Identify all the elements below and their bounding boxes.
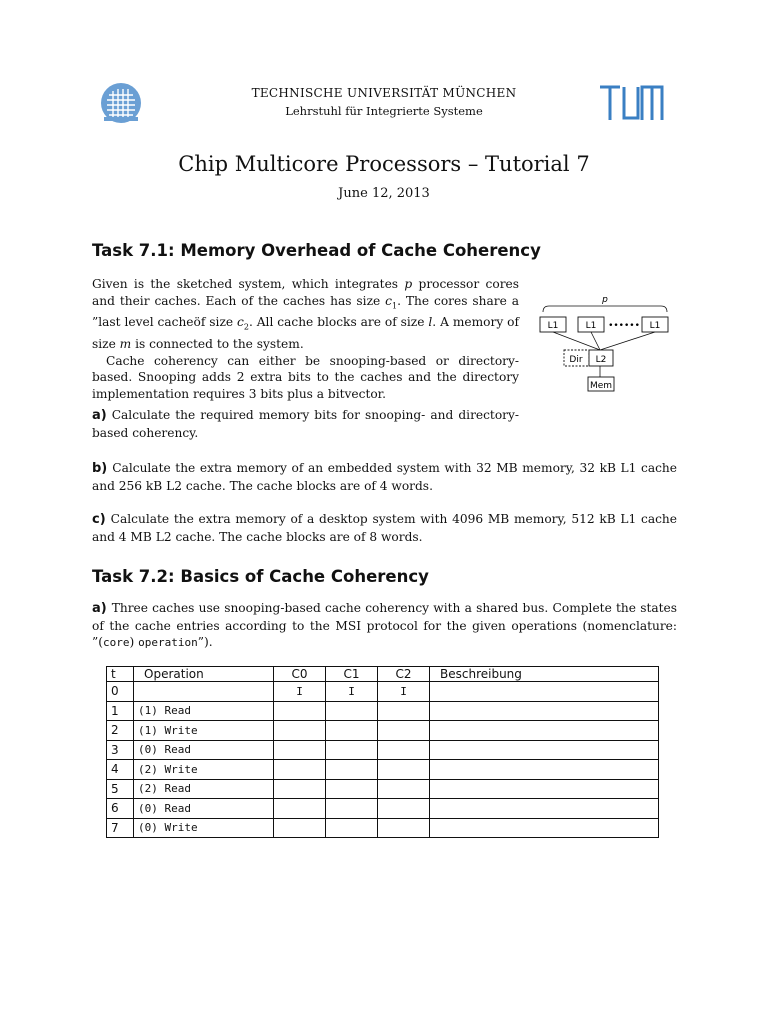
diagram-ellipsis: •••••• [608, 321, 640, 331]
row-c0[interactable] [274, 740, 326, 760]
row-t: 0 [107, 682, 134, 702]
row-c2[interactable] [378, 799, 430, 819]
chair-name: Lehrstuhl für Integrierte Systeme [285, 104, 483, 118]
row-c1[interactable] [326, 701, 378, 721]
task-7-2-a-label: a) [92, 601, 107, 616]
task-7-2-heading: Task 7.2: Basics of Cache Coherency [92, 567, 429, 586]
diagram-brace [543, 306, 667, 312]
row-c0[interactable] [274, 779, 326, 799]
diagram-l2-label: L2 [595, 355, 607, 365]
row-c1[interactable] [326, 760, 378, 780]
table-row [107, 682, 659, 702]
row-beschreibung[interactable] [430, 701, 659, 721]
task-7-1-intro-para2: Cache coherency can either be snooping-based or directory-based. Snooping adds 2 extra bits to the caches and the directory implementation requires 3 bits plus a bitvector. [92, 353, 519, 401]
row-operation: (2) Read [134, 779, 274, 799]
row-beschreibung[interactable] [430, 740, 659, 760]
task-7-1-intro: Given is the sketched system, which integrates p processor cores and their caches. Each of the caches has size $c_1$. The cores share a ”last level cacheöf size $c_2$. All cache blocks are of size l. A memory of size m is connected to the system. Cache coherency can either be snooping-based or directory-based. Snooping adds 2 extra bits to the caches and the directory implementation requires 3 bits plus a bitvector. [92, 277, 520, 401]
row-beschreibung[interactable] [430, 721, 659, 741]
row-c2[interactable] [378, 818, 430, 838]
document-title: Chip Multicore Processors – Tutorial 7 [178, 152, 590, 176]
row-t: 6 [107, 799, 134, 819]
diagram-p-label: p [602, 295, 608, 305]
task-7-1-heading: Task 7.1: Memory Overhead of Cache Coherency [92, 241, 541, 260]
table-row [107, 779, 659, 799]
diagram-dir-label: Dir [569, 355, 583, 365]
task-7-1-b: b) Calculate the extra memory of an embedded system with 32 MB memory, 32 kB L1 cache and 256 kB L2 cache. The cache blocks are of 4 words. [92, 461, 677, 493]
diagram-mem-label: Mem [589, 381, 613, 391]
row-c0[interactable] [274, 799, 326, 819]
diagram-l1-label-2: L1 [585, 321, 597, 331]
row-c0[interactable] [274, 760, 326, 780]
row-c1[interactable] [326, 799, 378, 819]
task-7-2-a: a) Three caches use snooping-based cache coherency with a shared bus. Complete the states of the cache entries according to the MSI protocol for the given operations (nomenclature: ”(core) operation”). [92, 601, 677, 649]
task-7-1-c-label: c) [92, 512, 106, 527]
row-t: 3 [107, 740, 134, 760]
diagram-l1-label-1: L1 [547, 321, 559, 331]
row-c2[interactable] [378, 701, 430, 721]
university-name: TECHNISCHE UNIVERSITÄT MÜNCHEN [251, 86, 517, 100]
table-row [107, 740, 659, 760]
row-c1[interactable] [326, 779, 378, 799]
row-beschreibung[interactable] [430, 818, 659, 838]
msi-state-table [106, 666, 659, 838]
header-c0: C0 [274, 667, 326, 682]
header-operation: Operation [134, 667, 274, 682]
task-7-1-a: a) Calculate the required memory bits for snooping- and directory-based coherency. [92, 408, 519, 440]
task-7-1-c: c) Calculate the extra memory of a desktop system with 4096 MB memory, 512 kB L1 cache and 4 MB L2 cache. The cache blocks are of 8 words. [92, 512, 677, 544]
document-date: June 12, 2013 [338, 186, 430, 201]
row-c2[interactable] [378, 779, 430, 799]
table-row [107, 818, 659, 838]
row-operation: (0) Read [134, 799, 274, 819]
row-operation [134, 682, 274, 702]
header-beschreibung: Beschreibung [430, 667, 659, 682]
row-c0[interactable] [274, 701, 326, 721]
row-operation: (1) Read [134, 701, 274, 721]
row-c1[interactable] [326, 818, 378, 838]
row-c1[interactable] [326, 740, 378, 760]
table-row [107, 760, 659, 780]
row-c2[interactable] [378, 721, 430, 741]
row-operation: (1) Write [134, 721, 274, 741]
header-c2: C2 [378, 667, 430, 682]
table-row [107, 721, 659, 741]
row-c2[interactable] [378, 760, 430, 780]
row-operation: (0) Read [134, 740, 274, 760]
row-c1[interactable]: I [326, 682, 378, 702]
row-c2[interactable]: I [378, 682, 430, 702]
row-c0[interactable]: I [274, 682, 326, 702]
system-diagram [535, 292, 675, 394]
table-header-row [107, 667, 659, 682]
row-t: 7 [107, 818, 134, 838]
header-c1: C1 [326, 667, 378, 682]
task-7-1-a-label: a) [92, 408, 107, 423]
row-t: 2 [107, 721, 134, 741]
row-operation: (0) Write [134, 818, 274, 838]
header-t: t [107, 667, 134, 682]
row-beschreibung[interactable] [430, 799, 659, 819]
row-beschreibung[interactable] [430, 760, 659, 780]
row-beschreibung[interactable] [430, 779, 659, 799]
row-c0[interactable] [274, 818, 326, 838]
task-7-1-b-label: b) [92, 461, 108, 476]
row-t: 4 [107, 760, 134, 780]
row-beschreibung[interactable] [430, 682, 659, 702]
row-t: 1 [107, 701, 134, 721]
diagram-l1-label-3: L1 [649, 321, 661, 331]
row-c1[interactable] [326, 721, 378, 741]
row-c2[interactable] [378, 740, 430, 760]
table-row [107, 701, 659, 721]
row-operation: (2) Write [134, 760, 274, 780]
table-row [107, 799, 659, 819]
row-c0[interactable] [274, 721, 326, 741]
row-t: 5 [107, 779, 134, 799]
